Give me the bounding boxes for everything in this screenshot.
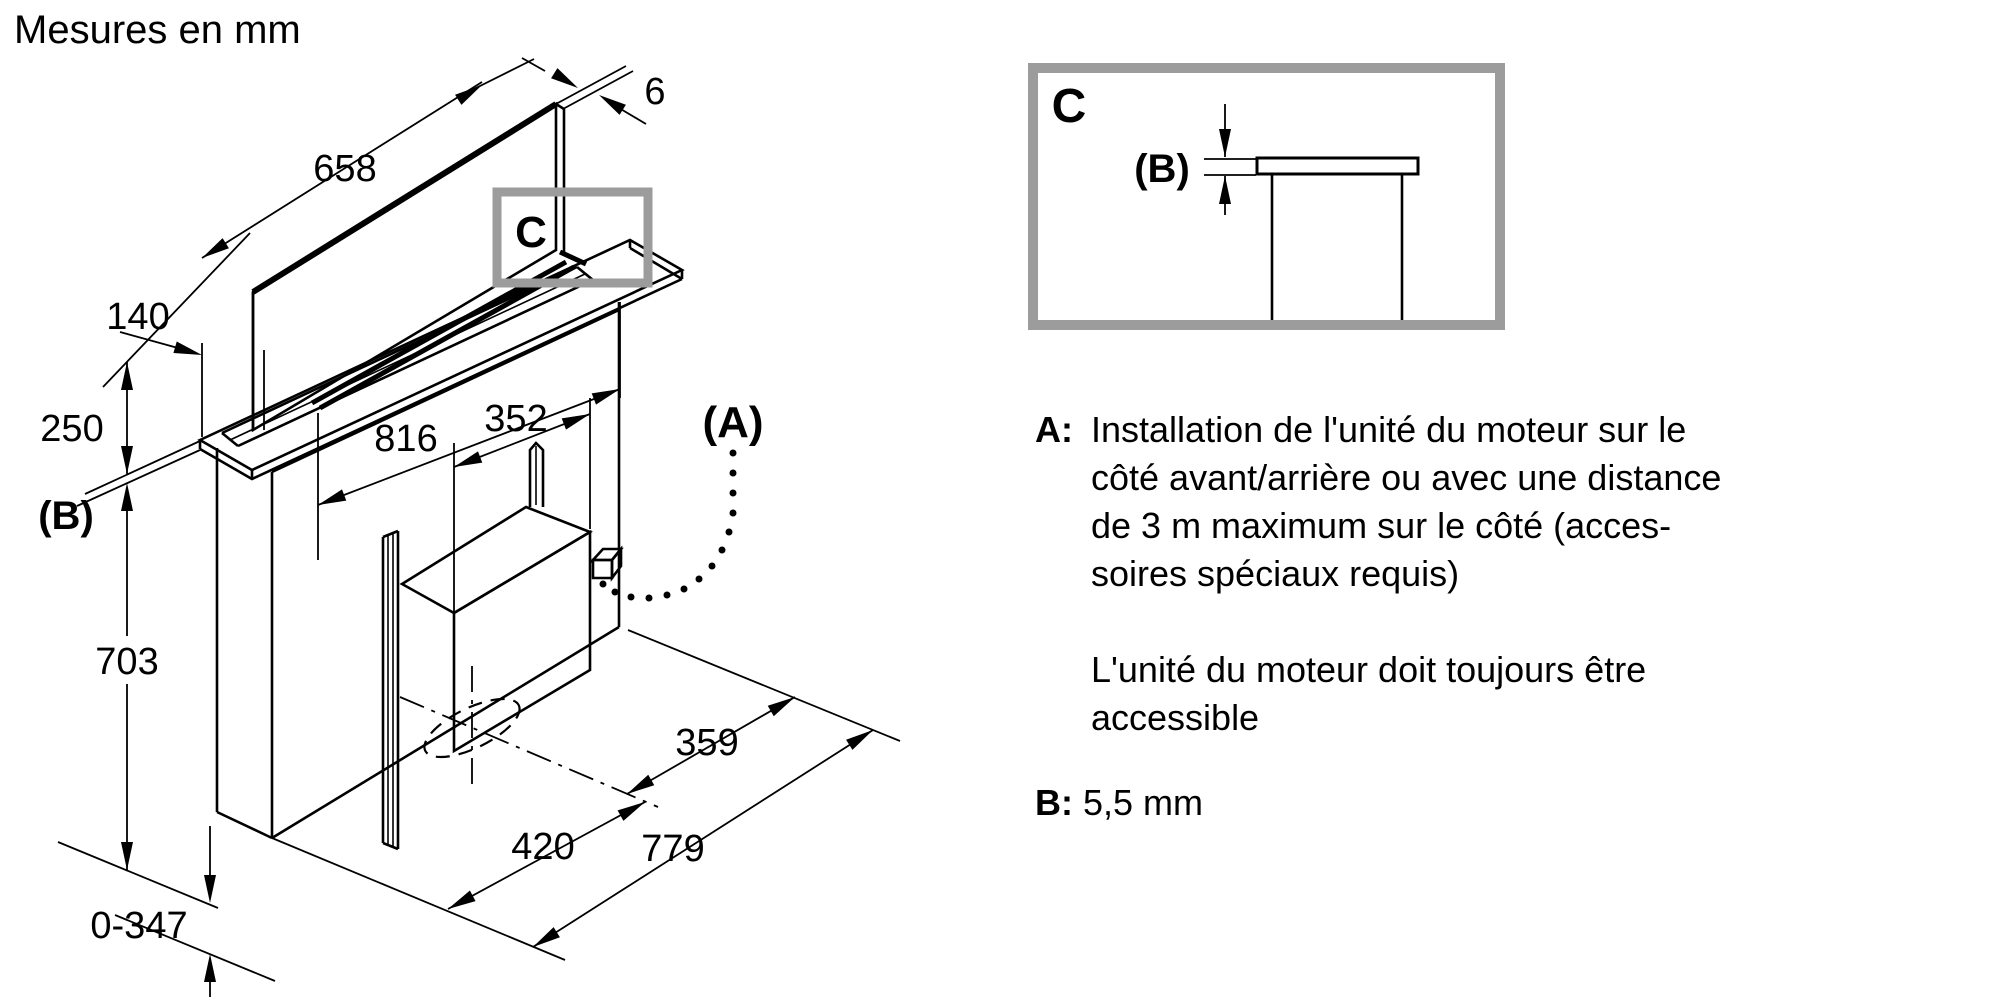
dim-0-347-label: 0-347 — [90, 905, 188, 947]
worktop-reference-lines — [77, 233, 250, 506]
note-a-line: de 3 m maximum sur le côté (acces- — [1091, 505, 1672, 546]
note-a2-line: accessible — [1091, 697, 1260, 738]
detail-c-inset-label: C — [1051, 80, 1087, 133]
detail-c-inset-dim-label: (B) — [1134, 147, 1190, 191]
dim-703-label: 703 — [95, 641, 159, 683]
strip-cross-section — [1257, 158, 1418, 174]
detail-c-inset — [1033, 68, 1500, 325]
note-b-value: 5,5 mm — [1083, 782, 1204, 823]
note-a-line: côté avant/arrière ou avec une distance — [1091, 457, 1722, 498]
mounting-bracket-top — [530, 443, 543, 507]
glass-panel — [253, 104, 564, 430]
dim-352-label: 352 — [484, 398, 548, 440]
dim-line-816 — [318, 389, 620, 505]
chimney-body — [217, 302, 619, 838]
motor-a-ref-label: (A) — [702, 398, 764, 447]
dim-250-label: 250 — [40, 408, 104, 450]
counter-strip — [200, 240, 682, 479]
note-a2 — [1091, 646, 1646, 742]
dim-420-label: 420 — [511, 826, 575, 868]
note-b — [1035, 779, 1203, 827]
note-a-text — [1091, 406, 1721, 598]
dim-658-label: 658 — [313, 148, 377, 190]
note-a-line: soires spéciaux requis) — [1091, 553, 1460, 594]
duct-connector-stub — [590, 549, 621, 578]
motor-unit — [402, 443, 621, 751]
dim-6-label: 6 — [644, 71, 666, 113]
note-a — [1035, 406, 1721, 598]
page-title: Mesures en mm — [14, 8, 301, 52]
dim-359-label: 359 — [675, 722, 739, 764]
note-a2-line: L'unité du moteur doit toujours être — [1091, 649, 1647, 690]
note-a-line: Installation de l'unité du moteur sur le — [1091, 409, 1687, 450]
note-b-key: B: — [1035, 782, 1073, 823]
note-a-key: A: — [1035, 409, 1073, 450]
mounting-rail-left — [383, 531, 398, 849]
dim-816-label: 816 — [374, 418, 438, 460]
detail-c-inset-border — [1033, 68, 1500, 325]
detail-c-ref-label: C — [515, 208, 547, 257]
outlet-centerline — [400, 697, 658, 807]
dim-b-label: (B) — [38, 494, 94, 538]
dim-140-label: 140 — [106, 296, 170, 338]
dim-779-label: 779 — [641, 828, 705, 870]
